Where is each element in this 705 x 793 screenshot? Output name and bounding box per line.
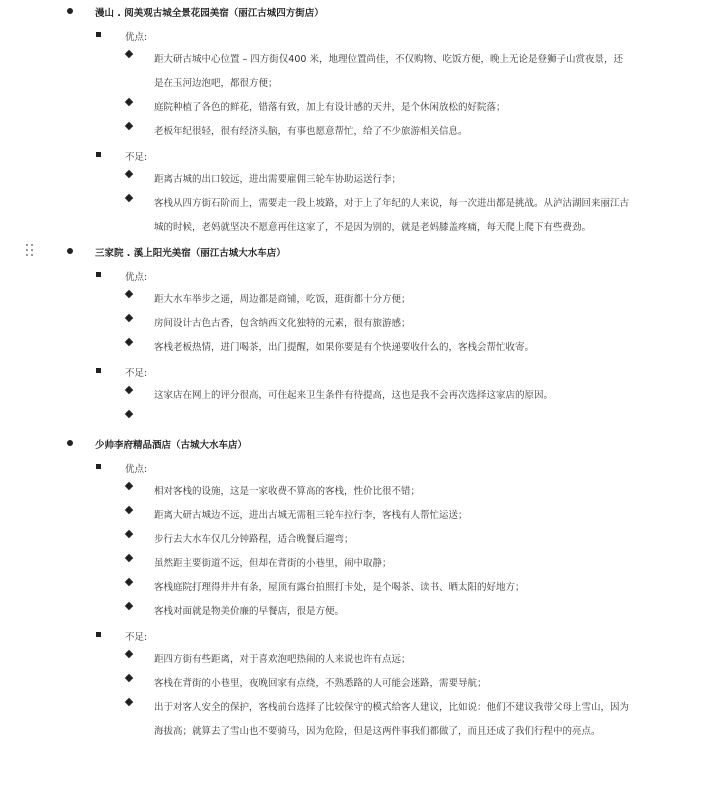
section-heading [0, 432, 705, 456]
bullet-disc-icon [67, 248, 73, 254]
bullet-square-icon [96, 368, 101, 373]
list-item-text: 距大水车举步之遥，周边都是商铺，吃饭，逛街都十分方便； [154, 294, 411, 305]
bullet-square-icon [96, 32, 101, 37]
group-label: 优点: [125, 32, 148, 43]
list-item-text: 客栈对面就是物美价廉的早餐店，很是方便。 [154, 606, 345, 617]
list-item-text: 这家店在网上的评分很高，可住起来卫生条件有待提高，这也是我不会再次选择这家店的原因。 [154, 390, 554, 401]
list-item [0, 192, 705, 247]
bullet-diamond-icon [125, 554, 133, 562]
bullet-diamond-icon [125, 170, 133, 178]
list-item-text: 客栈在背街的小巷里，夜晚回家有点绕，不熟悉路的人可能会迷路，需要导航； [154, 678, 487, 689]
bullet-diamond-icon [125, 338, 133, 346]
bullet-disc-icon [67, 8, 73, 14]
group-label: 优点: [125, 272, 148, 283]
list-item-text: 庭院种植了各色的鲜花，错落有致，加上有设计感的天井，是个休闲放松的好院落； [154, 102, 506, 113]
list-item-text: 距四方街有些距离，对于喜欢泡吧热闹的人来说也许有点远； [154, 654, 411, 665]
list-item-text: 房间设计古色古香，包含纳西文化独特的元素，很有旅游感； [154, 318, 411, 329]
list-item-empty [0, 408, 705, 432]
list-item-text: 距大研古城中心位置 – 四方街仅400 米，地理位置尚佳，不仅购物、吃饭方便，晚上无论是登狮子山赏夜景，还是在玉河边泡吧，都很方便； [154, 54, 623, 89]
bullet-square-icon [96, 152, 101, 157]
group-heading [0, 360, 705, 384]
group-heading [0, 144, 705, 168]
list-item-text: 客栈从四方街石阶而上，需要走一段上坡路，对于上了年纪的人来说，每一次进出都是挑战。从泸沽湖回来丽江古城的时候，老妈就坚决不愿意再住这家了，不是因为别的，就是老妈膝盖疼痛，每天爬上爬下有些费劲。 [154, 198, 630, 233]
bullet-diamond-icon [125, 506, 133, 514]
group-label: 优点: [125, 464, 148, 475]
bullet-diamond-icon [125, 194, 133, 202]
group-heading [0, 456, 705, 480]
list-item-text: 虽然距主要街道不远，但却在背街的小巷里，闹中取静； [154, 558, 392, 569]
bullet-square-icon [96, 272, 101, 277]
bullet-diamond-icon [125, 530, 133, 538]
list-item-text: 距离古城的出口较远，进出需要雇佣三轮车协助运送行李； [154, 174, 402, 185]
bullet-diamond-icon [125, 650, 133, 658]
group-heading [0, 24, 705, 48]
list-item-text: 相对客栈的设施，这是一家收费不算高的客栈，性价比很不错； [154, 486, 421, 497]
group-heading [0, 624, 705, 648]
section-title: 漫山 . 阅美观古城全景花园美宿（丽江古城四方街店） [95, 8, 324, 19]
bullet-diamond-icon [125, 386, 133, 394]
section-heading [0, 240, 705, 264]
list-item-text: 步行去大水车仅几分钟路程，适合晚餐后遛弯； [154, 534, 354, 545]
bullet-diamond-icon [125, 98, 133, 106]
list-item-text: 距离大研古城边不远，进出古城无需租三轮车拉行李，客栈有人帮忙运送； [154, 510, 468, 521]
bullet-diamond-icon [125, 314, 133, 322]
group-label: 不足: [125, 152, 148, 163]
section-title: 少帅李府精品酒店（古城大水车店） [95, 440, 248, 451]
group-label: 不足: [125, 632, 148, 643]
bullet-diamond-icon [125, 122, 133, 130]
list-item-text: 出于对客人安全的保护，客栈前台选择了比较保守的模式给客人建议，比如说：他们不建议我带父母上雪山，因为海拔高；就算去了雪山也不要骑马，因为危险，但是这两件事我们都做了，而且还成了我们行程中的亮点。 [154, 702, 630, 737]
bullet-square-icon [96, 632, 101, 637]
bullet-diamond-icon [125, 674, 133, 682]
group-label: 不足: [125, 368, 148, 379]
bullet-square-icon [96, 464, 101, 469]
section-title: 三家院 . 溪上阳光美宿（丽江古城大水车店） [95, 248, 286, 259]
bullet-diamond-icon [125, 482, 133, 490]
group-heading [0, 264, 705, 288]
bullet-disc-icon [67, 440, 73, 446]
list-item [0, 48, 705, 103]
bullet-diamond-icon [125, 578, 133, 586]
list-item-text: 老板年纪很轻，很有经济头脑，有事也愿意帮忙，给了不少旅游相关信息。 [154, 126, 468, 137]
list-item-text: 客栈老板热情，进门喝茶，出门提醒，如果你要是有个快递要收什么的，客栈会帮忙收寄。 [154, 342, 535, 353]
bullet-diamond-icon [125, 290, 133, 298]
bullet-diamond-icon [125, 698, 133, 706]
bullet-diamond-icon [125, 410, 133, 418]
bullet-diamond-icon [125, 50, 133, 58]
list-item [0, 696, 705, 751]
bullet-diamond-icon [125, 602, 133, 610]
section-heading [0, 0, 705, 24]
list-item-text: 客栈庭院打理得井井有条，屋顶有露台拍照打卡处，是个喝茶、读书、晒太阳的好地方； [154, 582, 525, 593]
